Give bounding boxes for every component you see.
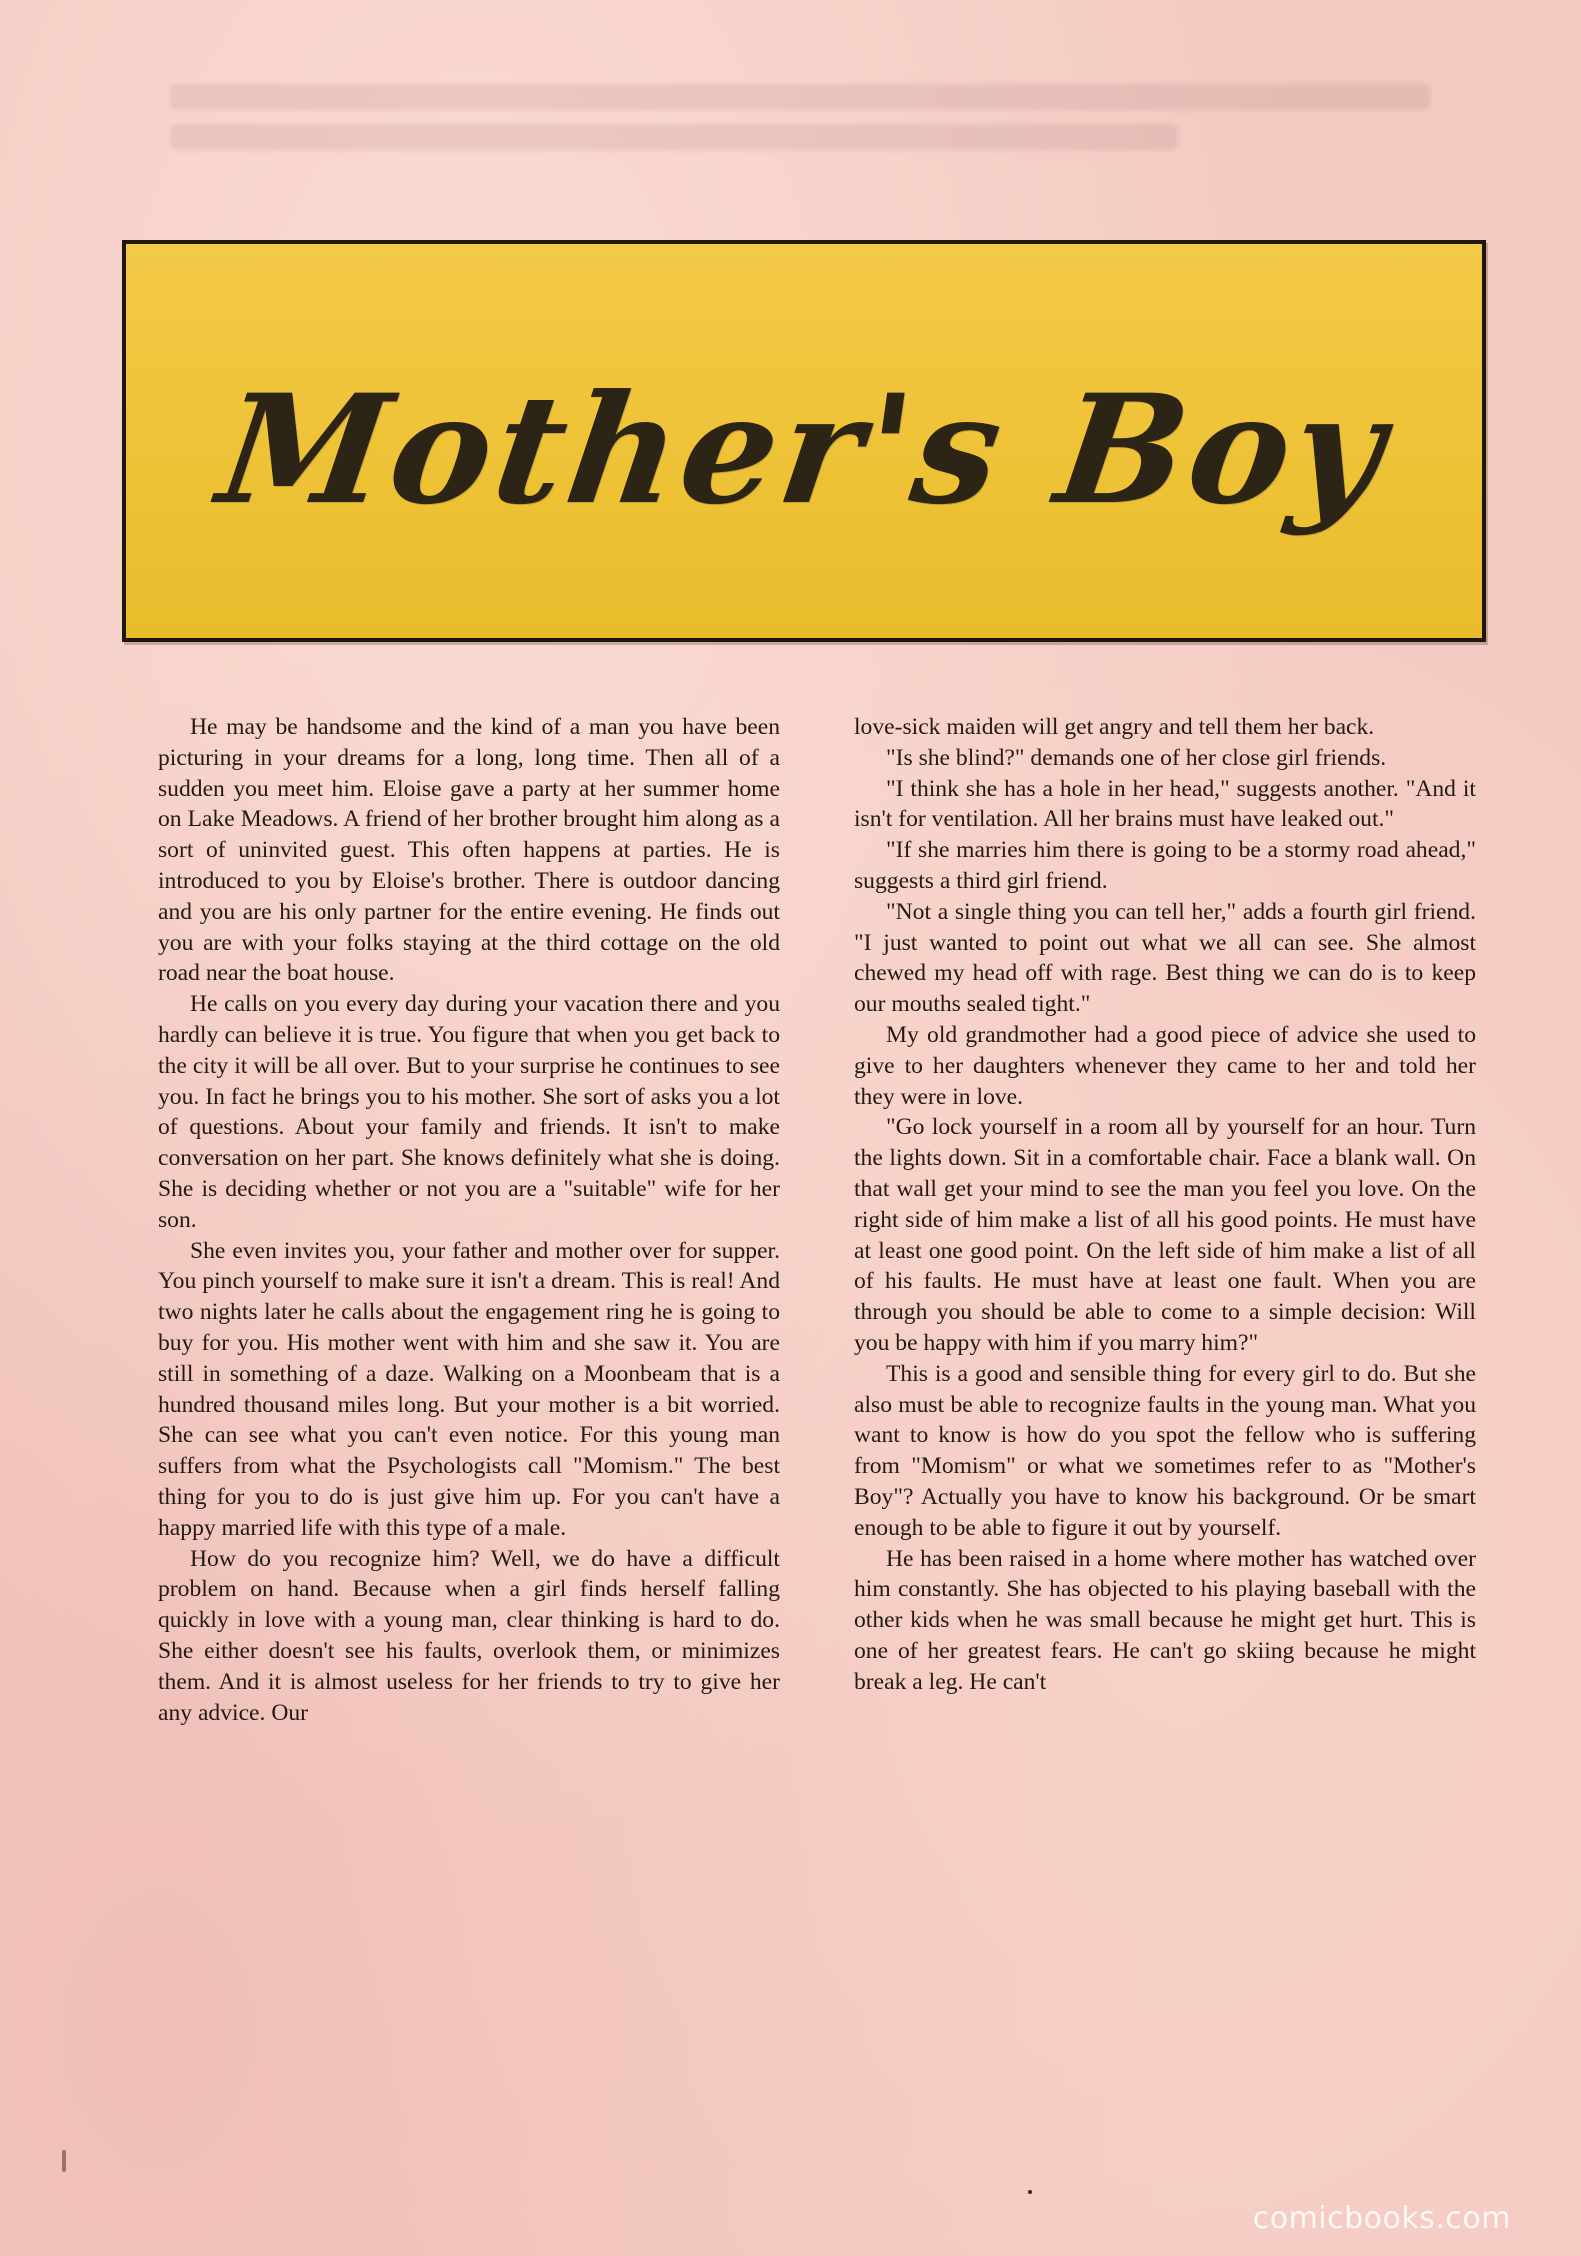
bleed-through-line <box>170 124 1178 150</box>
left-column <box>158 712 780 2092</box>
paragraph: This is a good and sensible thing for every girl to do. But she also must be able to recognize faults in the young man. What you want to know is how do you spot the fellow who is suffering from "Momism" or what we sometimes refer to as "Mother's Boy"? Actually you have to know his background. Or be smart enough to be able to figure it out by yourself. <box>854 1360 1476 1541</box>
paragraph: My old grandmother had a good piece of advice she used to give to her daughters whenever they came to her and told her they were in love. <box>854 1021 1476 1110</box>
paragraph: He has been raised in a home where mother has watched over him constantly. She has objected to his playing baseball with the other kids when he was small because he might get hurt. This is one of her greatest fears. He can't go skiing because he might break a leg. He can't <box>854 1545 1476 1695</box>
bleed-through-header <box>170 70 1430 210</box>
print-speck <box>1028 2190 1032 2194</box>
paragraph: "Is she blind?" demands one of her close girl friends. <box>886 744 1387 771</box>
paragraph: He may be handsome and the kind of a man you have been picturing in your dreams for a long, long time. Then all of a sudden you meet him. Eloise gave a party at her summer home on Lake Meadows. A friend of her brother brought him along as a sort of uninvited guest. This often happens at parties. He is introduced to you by Eloise's brother. There is outdoor dancing and you are his only partner for the entire evening. He finds out you are with your folks staying at the third cottage on the old road near the boat house. <box>158 714 780 987</box>
right-column <box>854 712 1476 2092</box>
print-scratch <box>62 2150 66 2172</box>
paragraph: He calls on you every day during your vacation there and you hardly can believe it is true. You figure that when you get back to the city it will be all over. But to your surprise he continues to see you. In fact he brings you to his mother. She sort of asks you a lot of questions. About your family and friends. It isn't to make conversation on her part. She knows definitely what she is doing. She is deciding whether or not you are a "suitable" wife for her son. <box>158 991 780 1233</box>
paragraph: How do you recognize him? Well, we do have a difficult problem on hand. Because when a girl finds herself falling quickly in love with a young man, clear thinking is hard to do. She either doesn't see his faults, overlook them, or minimizes them. And it is almost useless for her friends to try to give her any advice. Our <box>158 1545 780 1726</box>
paragraph: "If she marries him there is going to be a stormy road ahead," suggests a third girl friend. <box>854 837 1476 894</box>
paragraph: love-sick maiden will get angry and tell them her back. <box>854 714 1375 740</box>
paragraph: "Not a single thing you can tell her," adds a fourth girl friend. "I just wanted to point out what we all can see. She almost chewed my head off with rage. Best thing we can do is to keep our mouths sealed tight." <box>854 898 1476 1018</box>
page-title: Mother's Boy <box>209 362 1399 538</box>
bleed-through-line <box>170 84 1430 110</box>
article-body <box>158 712 1476 2092</box>
paragraph: She even invites you, your father and mother over for supper. You pinch yourself to make sure it isn't a dream. This is real! And two nights later he calls about the engagement ring he is going to buy for you. His mother went with him and she saw it. You are still in something of a daze. Walking on a Moonbeam that is a hundred thousand miles long. But your mother is a bit worried. She can see what you can't even notice. For this young man suffers from what the Psychologists call "Momism." The best thing for you to do is just give him up. For you can't have a happy married life with this type of a male. <box>158 1237 780 1541</box>
title-banner <box>122 240 1486 642</box>
paragraph: "Go lock yourself in a room all by yourself for an hour. Turn the lights down. Sit in a comfortable chair. Face a blank wall. On that wall get your mind to see the man you feel you love. On the right side of him make a list of all his good points. He must have at least one good point. On the left side of him make a list of all of his faults. He must have at least one fault. When you are through you should be able to come to a simple decision: Will you be happy with him if you marry him?" <box>854 1114 1476 1356</box>
watermark: comicbooks.com <box>1252 2201 1511 2236</box>
paragraph: "I think she has a hole in her head," suggests another. "And it isn't for ventilation. All her brains must have leaked out." <box>854 775 1476 833</box>
